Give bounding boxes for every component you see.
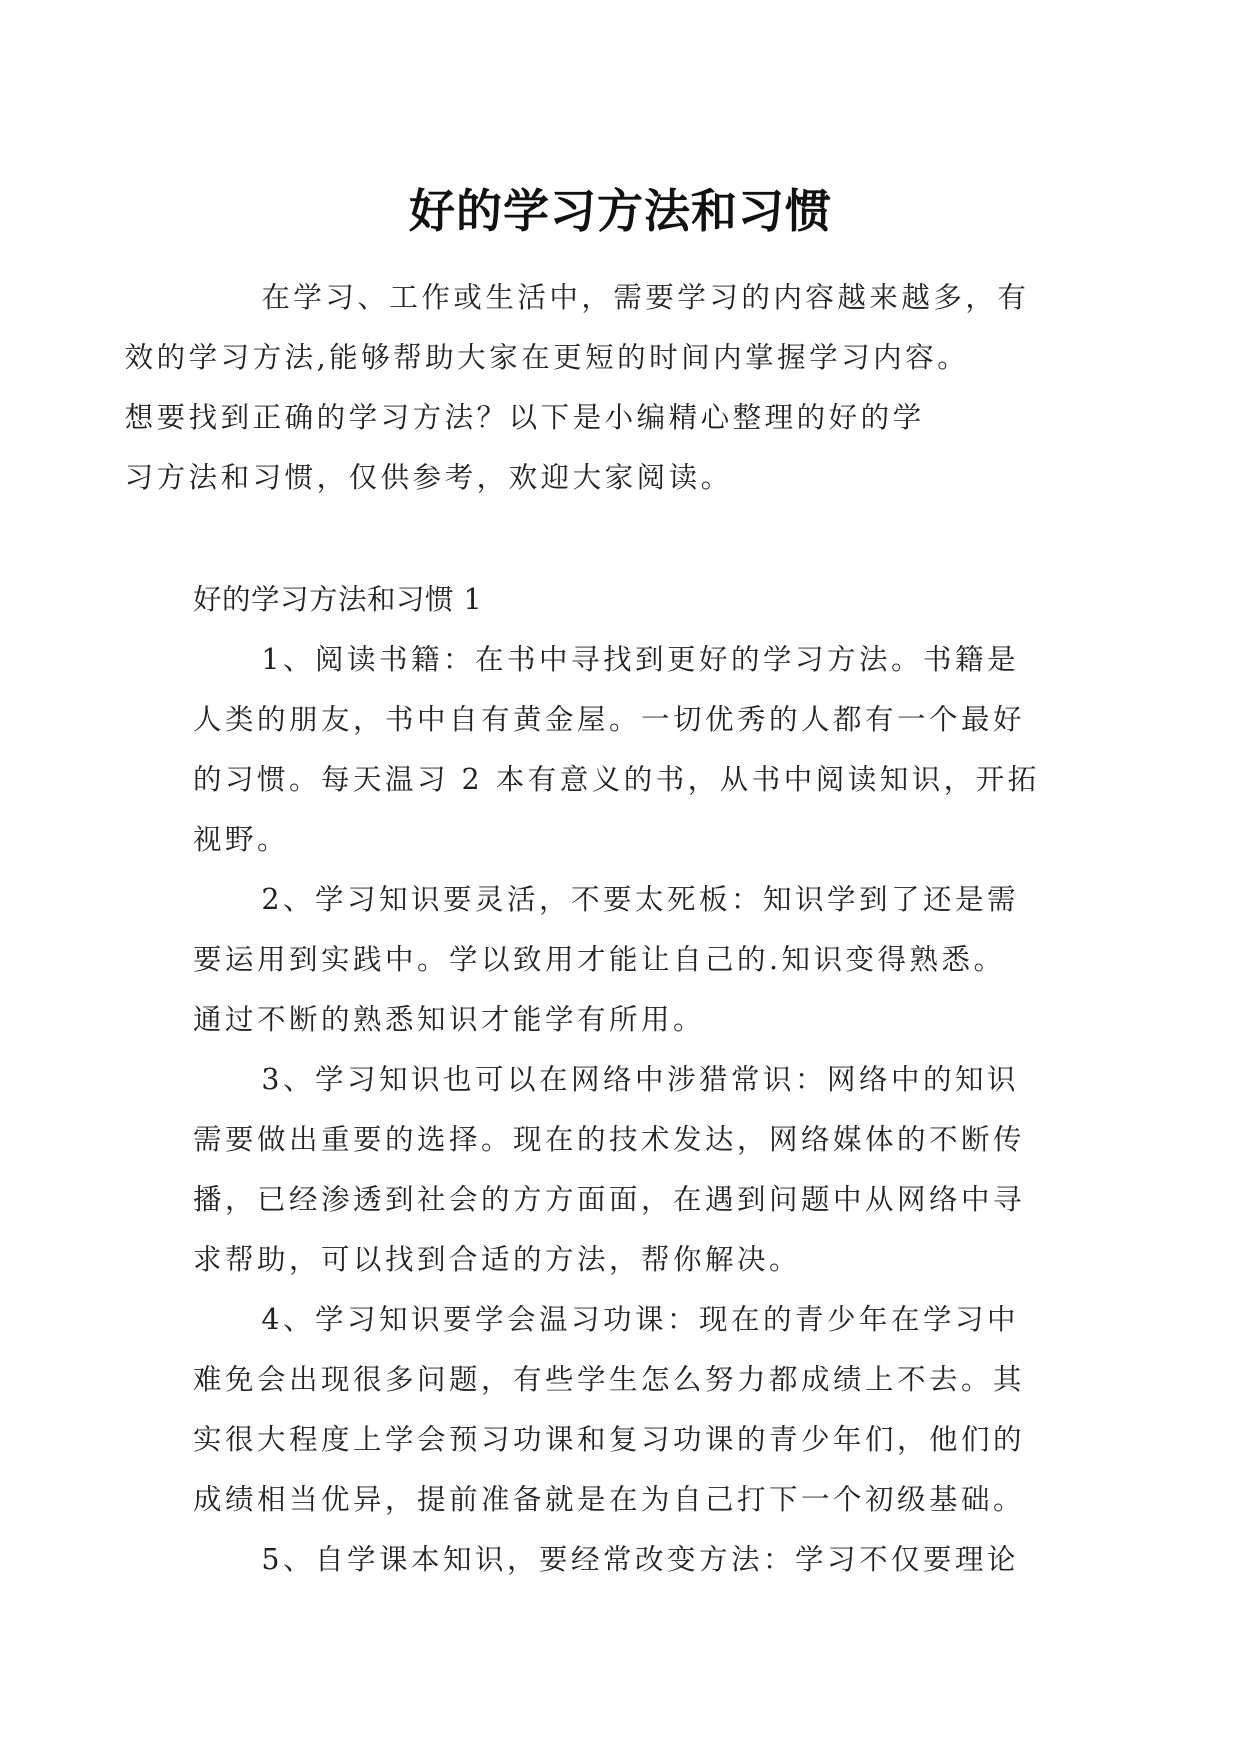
item-line: 4、学习知识要学会温习功课：现在的青少年在学习中 bbox=[261, 1303, 1020, 1336]
intro-line: 习方法和习惯，仅供参考，欢迎大家阅读。 bbox=[124, 461, 733, 494]
list-item bbox=[193, 1530, 1053, 1590]
section-heading: 好的学习方法和习惯 1 bbox=[193, 583, 483, 616]
item-line: 通过不断的熟悉知识才能学有所用。 bbox=[193, 1003, 706, 1036]
list-item bbox=[193, 1290, 1053, 1530]
item-line: 5、自学课本知识，要经常改变方法：学习不仅要理论 bbox=[261, 1543, 1020, 1576]
item-line: 求帮助，可以找到合适的方法，帮你解决。 bbox=[193, 1243, 802, 1276]
item-line: 播，已经渗透到社会的方方面面，在遇到问题中从网络中寻 bbox=[193, 1183, 1026, 1216]
list-item bbox=[193, 1050, 1053, 1290]
item-line: 的习惯。每天温习 2 本有意义的书，从书中阅读知识，开拓 bbox=[193, 763, 1040, 796]
intro-line: 效的学习方法,能够帮助大家在更短的时间内掌握学习内容。 bbox=[124, 341, 970, 374]
list-item bbox=[193, 630, 1053, 870]
item-line: 难免会出现很多问题，有些学生怎么努力都成绩上不去。其 bbox=[193, 1363, 1026, 1396]
item-line: 人类的朋友，书中自有黄金屋。一切优秀的人都有一个最好 bbox=[193, 703, 1026, 736]
section-body bbox=[193, 570, 1053, 1590]
list-item bbox=[193, 870, 1053, 1050]
intro-line: 想要找到正确的学习方法？以下是小编精心整理的好的学 bbox=[124, 401, 925, 434]
item-line: 1、阅读书籍：在书中寻找到更好的学习方法。书籍是 bbox=[261, 643, 1020, 676]
intro-line: 在学习、工作或生活中，需要学习的内容越来越多，有 bbox=[261, 281, 1030, 314]
intro-paragraph bbox=[124, 268, 1053, 508]
item-line: 需要做出重要的选择。现在的技术发达，网络媒体的不断传 bbox=[193, 1123, 1026, 1156]
document-title: 好的学习方法和习惯 bbox=[409, 183, 832, 238]
item-line: 视野。 bbox=[193, 823, 290, 856]
item-line: 成绩相当优异，提前准备就是在为自己打下一个初级基础。 bbox=[193, 1483, 1026, 1516]
item-line: 要运用到实践中。学以致用才能让自己的.知识变得熟悉。 bbox=[193, 943, 1006, 976]
item-line: 3、学习知识也可以在网络中涉猎常识：网络中的知识 bbox=[261, 1063, 1020, 1096]
item-line: 实很大程度上学会预习功课和复习功课的青少年们，他们的 bbox=[193, 1423, 1026, 1456]
item-line: 2、学习知识要灵活，不要太死板：知识学到了还是需 bbox=[261, 883, 1020, 916]
